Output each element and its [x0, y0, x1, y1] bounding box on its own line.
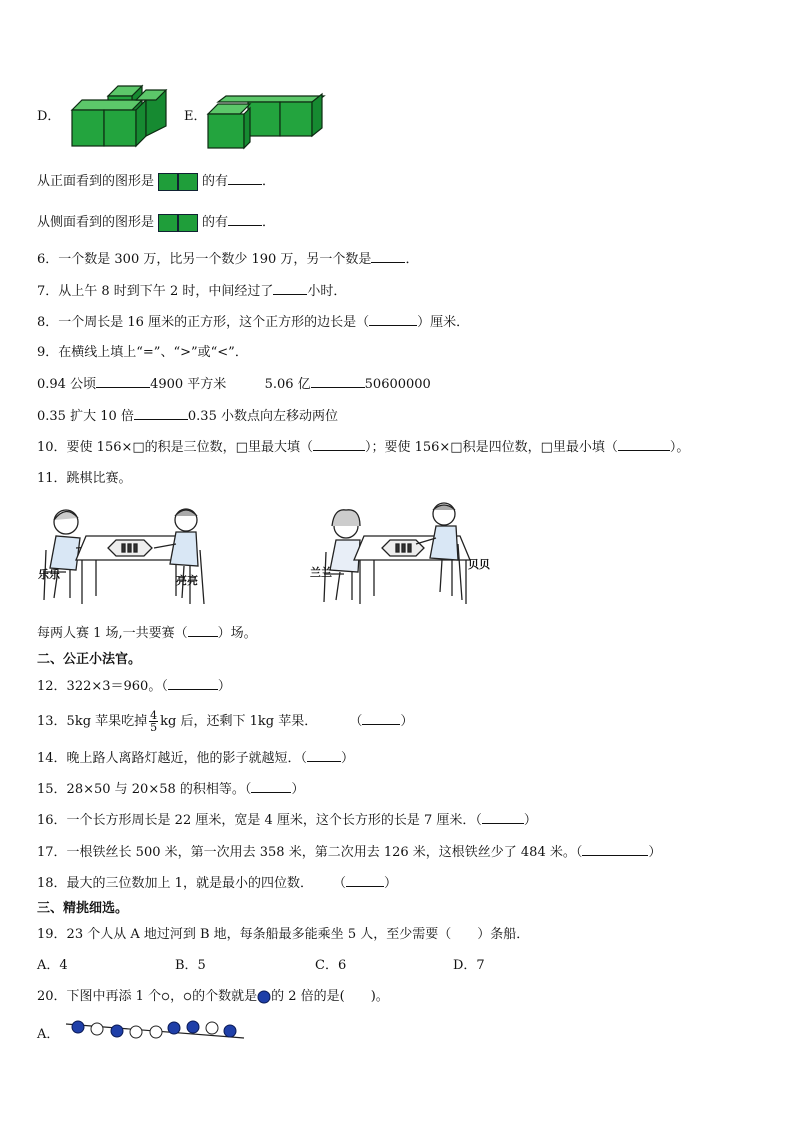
option-d[interactable]: D．7	[453, 958, 485, 973]
name-label: 兰兰	[310, 566, 332, 579]
answer-blank[interactable]	[307, 749, 341, 762]
answer-blank[interactable]	[96, 375, 150, 388]
question-17: 17．一根铁丝长 500 米，第一次用去 358 米，第二次用去 126 米，这根铁丝少了 484 米。（ ）	[37, 845, 662, 860]
answer-blank[interactable]	[369, 313, 417, 326]
question-13: 13．5kg 苹果吃掉 $\frac{4}{5}$ kg 后，还剩下 1kg 苹果． （ ）	[37, 709, 414, 734]
answer-blank[interactable]	[134, 407, 188, 420]
section-2-title: 二、公正小法官。	[37, 652, 142, 667]
question-9-row-2: 0.35 扩大 10 倍 0.35 小数点向左移动两位	[37, 409, 338, 424]
question-19-options	[37, 957, 485, 975]
answer-blank[interactable]	[168, 677, 218, 690]
question-16: 16．一个长方形周长是 22 厘米，宽是 4 厘米，这个长方形的长是 7 厘米．（ ）	[37, 813, 537, 828]
option-a[interactable]: A．4	[37, 958, 68, 973]
answer-blank[interactable]	[228, 172, 262, 185]
answer-blank[interactable]	[582, 843, 648, 856]
answer-blank[interactable]	[482, 811, 524, 824]
question-15: 15．28×50 与 20×58 的积相等。（ ）	[37, 782, 305, 797]
hollow-circle-icon	[161, 992, 170, 1001]
question-8: 8．一个周长是 16 厘米的正方形，这个正方形的边长是（ ）厘米．	[37, 315, 470, 330]
option-e-label: E．	[184, 109, 207, 124]
question-12: 12．322×3＝960。（ ）	[37, 679, 231, 694]
question-19: 19．23 个人从 A 地过河到 B 地，每条船最多能乘坐 5 人，至少需要（ ）条船．	[37, 927, 530, 942]
option-d-label: D．	[37, 109, 61, 124]
fraction: $\frac{4}{5}$	[150, 709, 158, 734]
blue-dot-icon	[257, 990, 271, 1004]
bead-string-icon	[64, 1018, 248, 1042]
cube-figure-d	[70, 82, 170, 150]
answer-blank[interactable]	[273, 282, 307, 295]
question-20-option-a[interactable]: A．	[37, 1027, 60, 1042]
two-squares-icon	[158, 173, 198, 191]
question-14: 14．晚上路人离路灯越近，他的影子就越短．（ ）	[37, 751, 355, 766]
answer-blank[interactable]	[228, 213, 262, 226]
option-c[interactable]: C．6	[315, 958, 347, 973]
two-squares-icon	[158, 214, 198, 232]
checkers-illustration-right	[320, 500, 490, 610]
question-18: 18．最大的三位数加上 1，就是最小的四位数． （ ）	[37, 876, 397, 891]
question-20: 20．下图中再添 1 个 ， 的个数就是 的 2 倍的是( )。	[37, 989, 389, 1004]
front-view-question: 从正面看到的图形是 的有 ．	[37, 174, 276, 189]
option-b[interactable]: B．5	[175, 958, 206, 973]
answer-blank[interactable]	[618, 438, 670, 451]
answer-blank[interactable]	[251, 780, 291, 793]
name-label: 亮亮	[176, 574, 198, 587]
section-3-title: 三、精挑细选。	[37, 901, 129, 916]
question-7: 7．从上午 8 时到下午 2 时，中间经过了 小时．	[37, 284, 347, 299]
hollow-circle-icon	[183, 992, 192, 1001]
side-view-question: 从侧面看到的图形是 的有 ．	[37, 215, 276, 230]
question-6: 6．一个数是 300 万，比另一个数少 190 万，另一个数是 ．	[37, 252, 419, 267]
answer-blank[interactable]	[313, 438, 365, 451]
answer-blank[interactable]	[188, 624, 218, 637]
answer-blank[interactable]	[362, 712, 400, 725]
question-10: 10．要使 156×□的积是三位数，□里最大填（ ）；要使 156×□积是四位数，□里最小填（ ）。	[37, 440, 690, 455]
question-9: 9．在横线上填上“=”、“>”或“<”．	[37, 345, 248, 360]
name-label: 贝贝	[468, 558, 490, 571]
name-label: 乐乐	[38, 568, 60, 581]
question-9-row-1: 0.94 公顷 4900 平方米 5.06 亿 50600000	[37, 377, 431, 392]
answer-blank[interactable]	[311, 375, 365, 388]
answer-blank[interactable]	[371, 250, 405, 263]
question-11: 11．跳棋比赛。	[37, 471, 132, 486]
cube-figure-e	[206, 92, 328, 150]
checkers-illustration-left	[36, 500, 216, 610]
answer-blank[interactable]	[346, 874, 384, 887]
question-11-text: 每两人赛 1 场,一共要赛（ ）场。	[37, 626, 257, 641]
